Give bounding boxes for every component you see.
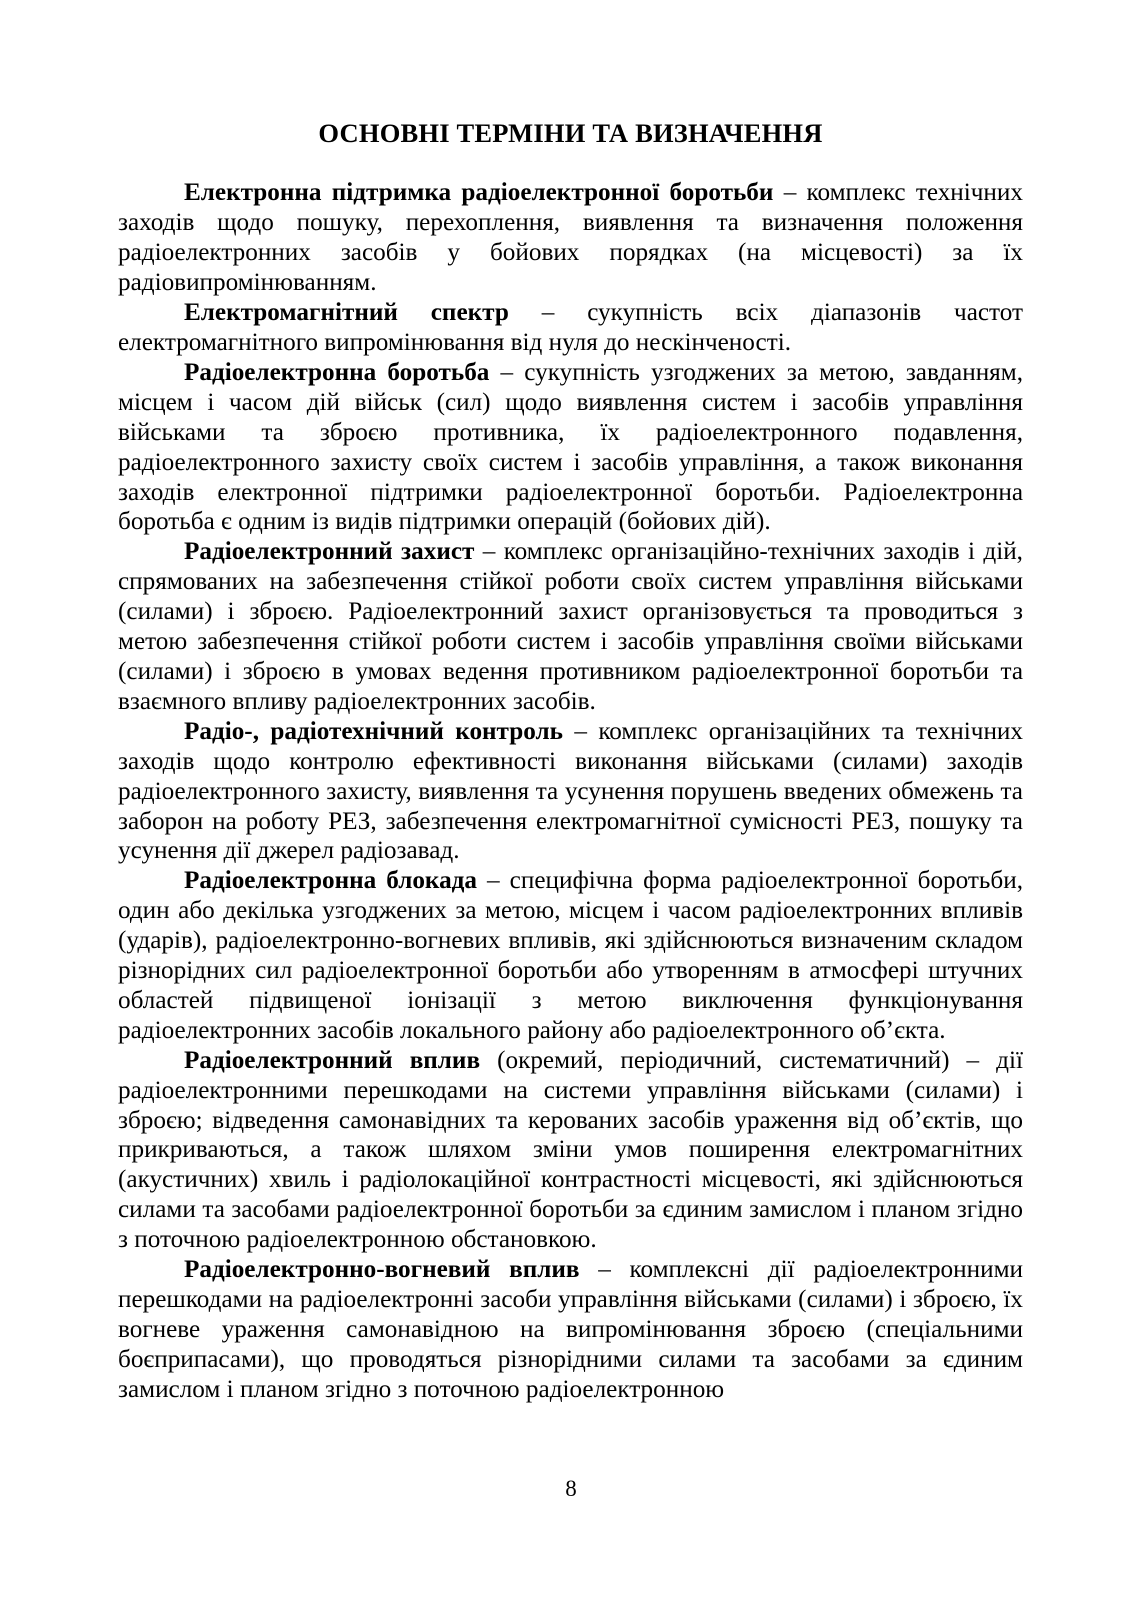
- definition-term: Електронна підтримка радіоелектронної боротьби: [184, 179, 774, 207]
- definition-term: Радіоелектронний вплив: [184, 1046, 481, 1074]
- definition-body: – комплекс організаційно-технічних заходів і дій, спрямованих на забезпечення стійкої роботи своїх систем управління військами (силами) і зброєю. Радіоелектронний захист організовується та проводиться з метою забезпечення стійкої роботи систем і засобів управління своїми військами (силами) і зброєю в умовах ведення противником радіоелектронної боротьби та взаємного впливу радіоелектронних засобів.: [118, 538, 1023, 715]
- definition-paragraph: [118, 1255, 1023, 1405]
- definition-paragraph: [118, 358, 1023, 537]
- definition-body: – комплексні дії радіоелектронними перешкодами на радіоелектронні засоби управління військами (силами) і зброєю, їх вогневе ураження самонавідною на випромінювання зброєю (спеціальними боєприпасами), що проводяться різнорідними силами та засобами за єдиним замислом і планом згідно з поточною радіоелектронною: [118, 1256, 1023, 1403]
- definition-paragraph: [118, 537, 1023, 716]
- definition-paragraph: [118, 298, 1023, 358]
- definition-body: (окремий, періодичний, систематичний) – дії радіоелектронними перешкодами на системи управління військами (силами) і зброєю; відведення самонавідних та керованих засобів ураження від об’єктів, що прикриваються, а також шляхом зміни умов поширення електромагнітних (акустичних) хвиль і радіолокаційної контрастності місцевості, які здійснюються силами та засобами радіоелектронної боротьби за єдиним замислом і планом згідно з поточною радіоелектронною обстановкою.: [118, 1046, 1023, 1254]
- definition-body: – комплекс організаційних та технічних заходів щодо контролю ефективності виконання військами (силами) заходів радіоелектронного захисту, виявлення та усунення порушень введених обмежень та заборон на роботу РЕЗ, забезпечення електромагнітної сумісності РЕЗ, пошуку та усунення дії джерел радіозавад.: [118, 717, 1023, 865]
- definition-term: Радіо-, радіотехнічний контроль: [184, 717, 563, 745]
- definition-body: – специфічна форма радіоелектронної боротьби, один або декілька узгоджених за метою, місцем і часом радіоелектронних впливів (ударів), радіоелектронно-вогневих впливів, які здійснюються визначеним складом різнорідних сил радіоелектронної боротьби або утворенням в атмосфері штучних областей підвищеної іонізації з метою виключення функціонування радіоелектронних засобів локального району або радіоелектронного об’єкта.: [118, 867, 1023, 1044]
- definition-paragraph: [118, 1046, 1023, 1255]
- definition-term: Радіоелектронна блокада: [184, 867, 477, 895]
- definition-paragraph: [118, 717, 1023, 867]
- definition-term: Електромагнітний спектр: [184, 299, 509, 327]
- page-title: ОСНОВНІ ТЕРМІНИ ТА ВИЗНАЧЕННЯ: [318, 118, 823, 148]
- page-content: [118, 118, 1023, 1405]
- definition-term: Радіоелектронна боротьба: [184, 358, 490, 386]
- definition-term: Радіоелектронний захист: [184, 538, 475, 566]
- definition-term: Радіоелектронно-вогневий вплив: [184, 1256, 580, 1284]
- definition-body: – комплекс технічних заходів щодо пошуку, перехоплення, виявлення та визначення положення радіоелектронних засобів у бойових порядках (на місцевості) за їх радіовипромінюванням.: [118, 179, 1023, 297]
- definition-body: – сукупність всіх діапазонів частот електромагнітного випромінювання від нуля до нескінченості.: [118, 299, 1023, 356]
- definition-body: – сукупність узгоджених за метою, завданням, місцем і часом дій військ (сил) щодо виявлення систем і засобів управління військами та зброєю противника, їх радіоелектронного подавлення, радіоелектронного захисту своїх систем і засобів управління, а також виконання заходів електронної підтримки радіоелектронної боротьби. Радіоелектронна боротьба є одним із видів підтримки операцій (бойових дій).: [118, 358, 1023, 536]
- page-number: 8: [565, 1476, 577, 1501]
- definition-paragraph: [118, 866, 1023, 1045]
- definition-paragraph: [118, 178, 1023, 298]
